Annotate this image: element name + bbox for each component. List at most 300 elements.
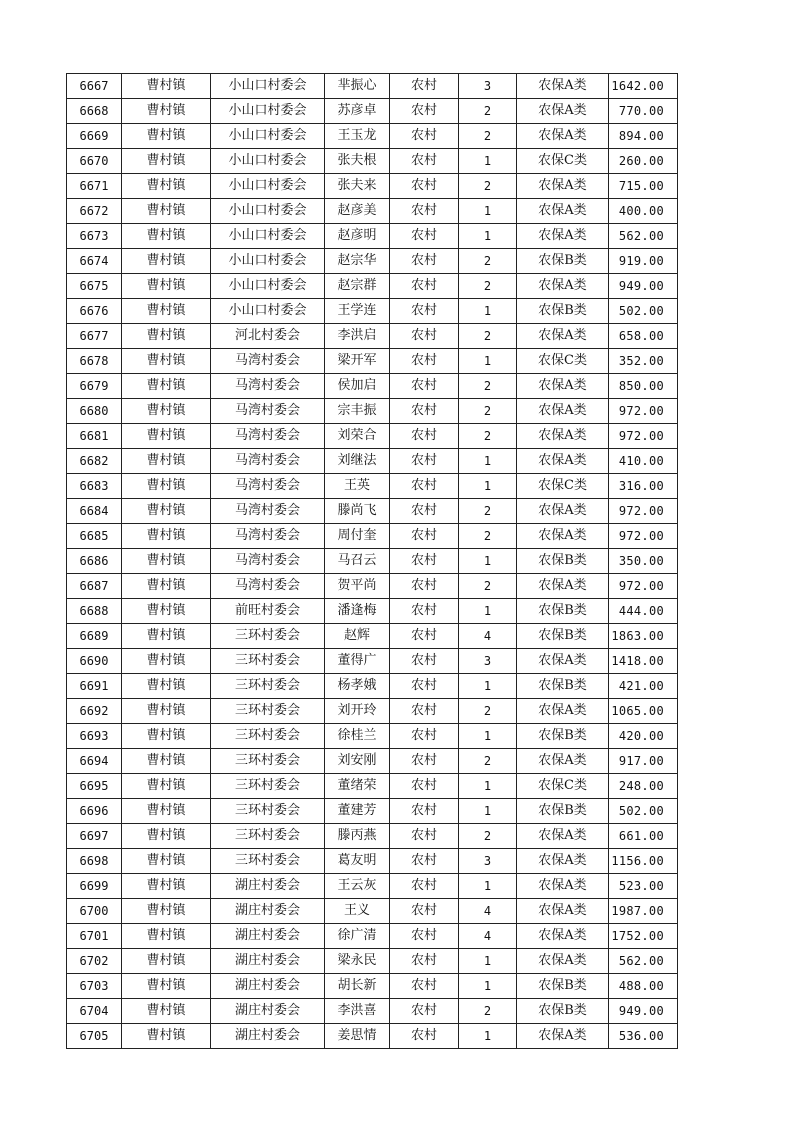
cell-amount: 502.00 — [609, 799, 678, 824]
cell-category: 农保B类 — [517, 674, 609, 699]
cell-category: 农保A类 — [517, 824, 609, 849]
cell-town: 曹村镇 — [122, 99, 211, 124]
cell-village: 小山口村委会 — [211, 99, 325, 124]
cell-id: 6668 — [67, 99, 122, 124]
cell-count: 1 — [459, 774, 517, 799]
table-row — [67, 99, 678, 124]
table-row — [67, 824, 678, 849]
cell-count: 1 — [459, 149, 517, 174]
cell-id: 6670 — [67, 149, 122, 174]
table-row — [67, 249, 678, 274]
cell-amount: 350.00 — [609, 549, 678, 574]
cell-village: 湖庄村委会 — [211, 924, 325, 949]
cell-town: 曹村镇 — [122, 149, 211, 174]
cell-id: 6682 — [67, 449, 122, 474]
cell-area: 农村 — [390, 674, 459, 699]
table-row — [67, 424, 678, 449]
cell-village: 三环村委会 — [211, 774, 325, 799]
cell-category: 农保B类 — [517, 799, 609, 824]
cell-id: 6684 — [67, 499, 122, 524]
cell-town: 曹村镇 — [122, 974, 211, 999]
cell-category: 农保A类 — [517, 849, 609, 874]
cell-id: 6680 — [67, 399, 122, 424]
table-row — [67, 449, 678, 474]
cell-name: 杨孝娥 — [325, 674, 390, 699]
cell-id: 6703 — [67, 974, 122, 999]
cell-amount: 410.00 — [609, 449, 678, 474]
cell-town: 曹村镇 — [122, 349, 211, 374]
cell-name: 刘开玲 — [325, 699, 390, 724]
cell-category: 农保B类 — [517, 974, 609, 999]
cell-name: 王学连 — [325, 299, 390, 324]
cell-amount: 972.00 — [609, 399, 678, 424]
cell-id: 6674 — [67, 249, 122, 274]
cell-id: 6671 — [67, 174, 122, 199]
cell-amount: 1418.00 — [609, 649, 678, 674]
cell-amount: 917.00 — [609, 749, 678, 774]
cell-area: 农村 — [390, 699, 459, 724]
cell-amount: 316.00 — [609, 474, 678, 499]
table-row — [67, 624, 678, 649]
cell-village: 湖庄村委会 — [211, 949, 325, 974]
cell-name: 徐桂兰 — [325, 724, 390, 749]
cell-village: 马湾村委会 — [211, 499, 325, 524]
cell-village: 马湾村委会 — [211, 374, 325, 399]
cell-amount: 420.00 — [609, 724, 678, 749]
cell-town: 曹村镇 — [122, 574, 211, 599]
cell-id: 6699 — [67, 874, 122, 899]
cell-area: 农村 — [390, 249, 459, 274]
cell-area: 农村 — [390, 574, 459, 599]
table-row — [67, 1024, 678, 1049]
cell-town: 曹村镇 — [122, 799, 211, 824]
table-row — [67, 499, 678, 524]
cell-id: 6678 — [67, 349, 122, 374]
cell-town: 曹村镇 — [122, 924, 211, 949]
cell-area: 农村 — [390, 99, 459, 124]
cell-town: 曹村镇 — [122, 999, 211, 1024]
cell-area: 农村 — [390, 349, 459, 374]
cell-town: 曹村镇 — [122, 199, 211, 224]
table-row — [67, 524, 678, 549]
cell-category: 农保A类 — [517, 424, 609, 449]
cell-id: 6673 — [67, 224, 122, 249]
cell-amount: 523.00 — [609, 874, 678, 899]
table-row — [67, 924, 678, 949]
cell-category: 农保A类 — [517, 274, 609, 299]
cell-count: 2 — [459, 399, 517, 424]
cell-town: 曹村镇 — [122, 474, 211, 499]
subsidy-table — [66, 73, 678, 1049]
cell-id: 6676 — [67, 299, 122, 324]
cell-name: 滕尚飞 — [325, 499, 390, 524]
cell-name: 姜思情 — [325, 1024, 390, 1049]
cell-count: 1 — [459, 299, 517, 324]
cell-count: 1 — [459, 349, 517, 374]
table-row — [67, 324, 678, 349]
table-row — [67, 949, 678, 974]
cell-town: 曹村镇 — [122, 774, 211, 799]
table-row — [67, 849, 678, 874]
cell-village: 前旺村委会 — [211, 599, 325, 624]
table-row — [67, 199, 678, 224]
cell-id: 6701 — [67, 924, 122, 949]
cell-count: 2 — [459, 374, 517, 399]
cell-village: 小山口村委会 — [211, 274, 325, 299]
cell-village: 三环村委会 — [211, 624, 325, 649]
cell-amount: 658.00 — [609, 324, 678, 349]
cell-town: 曹村镇 — [122, 699, 211, 724]
cell-town: 曹村镇 — [122, 674, 211, 699]
cell-count: 2 — [459, 999, 517, 1024]
cell-amount: 972.00 — [609, 524, 678, 549]
cell-name: 董绪荣 — [325, 774, 390, 799]
cell-name: 李洪启 — [325, 324, 390, 349]
cell-name: 徐广清 — [325, 924, 390, 949]
cell-name: 王英 — [325, 474, 390, 499]
cell-count: 2 — [459, 174, 517, 199]
cell-id: 6704 — [67, 999, 122, 1024]
cell-town: 曹村镇 — [122, 949, 211, 974]
table-row — [67, 974, 678, 999]
cell-count: 2 — [459, 249, 517, 274]
cell-category: 农保A类 — [517, 449, 609, 474]
cell-category: 农保A类 — [517, 99, 609, 124]
cell-id: 6695 — [67, 774, 122, 799]
cell-amount: 444.00 — [609, 599, 678, 624]
cell-count: 2 — [459, 574, 517, 599]
cell-count: 2 — [459, 824, 517, 849]
cell-name: 梁开军 — [325, 349, 390, 374]
cell-name: 王玉龙 — [325, 124, 390, 149]
cell-id: 6686 — [67, 549, 122, 574]
cell-village: 小山口村委会 — [211, 249, 325, 274]
cell-area: 农村 — [390, 374, 459, 399]
cell-village: 马湾村委会 — [211, 449, 325, 474]
cell-name: 滕丙燕 — [325, 824, 390, 849]
cell-category: 农保B类 — [517, 599, 609, 624]
cell-area: 农村 — [390, 224, 459, 249]
table-row — [67, 474, 678, 499]
cell-category: 农保A类 — [517, 699, 609, 724]
cell-name: 赵彦明 — [325, 224, 390, 249]
cell-category: 农保A类 — [517, 74, 609, 99]
cell-area: 农村 — [390, 274, 459, 299]
cell-village: 三环村委会 — [211, 674, 325, 699]
cell-village: 湖庄村委会 — [211, 1024, 325, 1049]
cell-town: 曹村镇 — [122, 299, 211, 324]
cell-amount: 949.00 — [609, 999, 678, 1024]
cell-name: 刘荣合 — [325, 424, 390, 449]
cell-category: 农保A类 — [517, 324, 609, 349]
cell-id: 6698 — [67, 849, 122, 874]
table-row — [67, 799, 678, 824]
cell-id: 6702 — [67, 949, 122, 974]
cell-amount: 661.00 — [609, 824, 678, 849]
cell-count: 1 — [459, 1024, 517, 1049]
cell-area: 农村 — [390, 399, 459, 424]
cell-category: 农保B类 — [517, 249, 609, 274]
cell-count: 2 — [459, 699, 517, 724]
cell-id: 6685 — [67, 524, 122, 549]
cell-village: 马湾村委会 — [211, 524, 325, 549]
cell-village: 三环村委会 — [211, 749, 325, 774]
cell-town: 曹村镇 — [122, 874, 211, 899]
cell-id: 6677 — [67, 324, 122, 349]
cell-count: 2 — [459, 499, 517, 524]
table-row — [67, 174, 678, 199]
cell-count: 1 — [459, 199, 517, 224]
cell-id: 6669 — [67, 124, 122, 149]
cell-amount: 1863.00 — [609, 624, 678, 649]
cell-town: 曹村镇 — [122, 249, 211, 274]
cell-id: 6690 — [67, 649, 122, 674]
cell-area: 农村 — [390, 324, 459, 349]
cell-id: 6693 — [67, 724, 122, 749]
cell-count: 2 — [459, 274, 517, 299]
cell-category: 农保C类 — [517, 149, 609, 174]
cell-area: 农村 — [390, 949, 459, 974]
cell-village: 三环村委会 — [211, 649, 325, 674]
cell-area: 农村 — [390, 974, 459, 999]
cell-village: 三环村委会 — [211, 824, 325, 849]
cell-village: 三环村委会 — [211, 799, 325, 824]
cell-amount: 1987.00 — [609, 899, 678, 924]
table-row — [67, 999, 678, 1024]
cell-name: 马召云 — [325, 549, 390, 574]
cell-count: 1 — [459, 874, 517, 899]
cell-name: 赵宗华 — [325, 249, 390, 274]
cell-count: 1 — [459, 474, 517, 499]
table-row — [67, 774, 678, 799]
cell-count: 2 — [459, 524, 517, 549]
table-row — [67, 274, 678, 299]
cell-amount: 1642.00 — [609, 74, 678, 99]
cell-village: 马湾村委会 — [211, 399, 325, 424]
cell-id: 6688 — [67, 599, 122, 624]
cell-town: 曹村镇 — [122, 749, 211, 774]
cell-category: 农保B类 — [517, 549, 609, 574]
cell-area: 农村 — [390, 724, 459, 749]
cell-village: 小山口村委会 — [211, 174, 325, 199]
cell-amount: 260.00 — [609, 149, 678, 174]
cell-count: 4 — [459, 899, 517, 924]
cell-village: 小山口村委会 — [211, 224, 325, 249]
cell-category: 农保A类 — [517, 949, 609, 974]
cell-village: 湖庄村委会 — [211, 974, 325, 999]
cell-name: 侯加启 — [325, 374, 390, 399]
cell-area: 农村 — [390, 824, 459, 849]
cell-town: 曹村镇 — [122, 649, 211, 674]
table-row — [67, 674, 678, 699]
cell-area: 农村 — [390, 624, 459, 649]
cell-amount: 421.00 — [609, 674, 678, 699]
cell-area: 农村 — [390, 449, 459, 474]
cell-count: 1 — [459, 724, 517, 749]
cell-village: 湖庄村委会 — [211, 874, 325, 899]
cell-count: 1 — [459, 949, 517, 974]
cell-category: 农保A类 — [517, 174, 609, 199]
cell-name: 张夫来 — [325, 174, 390, 199]
cell-category: 农保A类 — [517, 924, 609, 949]
cell-town: 曹村镇 — [122, 424, 211, 449]
cell-village: 马湾村委会 — [211, 574, 325, 599]
cell-town: 曹村镇 — [122, 499, 211, 524]
table-row — [67, 899, 678, 924]
table-row — [67, 124, 678, 149]
cell-area: 农村 — [390, 999, 459, 1024]
cell-village: 小山口村委会 — [211, 199, 325, 224]
table-row — [67, 349, 678, 374]
cell-village: 小山口村委会 — [211, 149, 325, 174]
cell-area: 农村 — [390, 74, 459, 99]
cell-id: 6675 — [67, 274, 122, 299]
cell-count: 1 — [459, 224, 517, 249]
cell-category: 农保B类 — [517, 999, 609, 1024]
cell-name: 周付奎 — [325, 524, 390, 549]
cell-category: 农保A类 — [517, 874, 609, 899]
cell-category: 农保A类 — [517, 574, 609, 599]
table-row — [67, 649, 678, 674]
cell-town: 曹村镇 — [122, 224, 211, 249]
cell-village: 小山口村委会 — [211, 124, 325, 149]
cell-category: 农保A类 — [517, 374, 609, 399]
cell-category: 农保B类 — [517, 299, 609, 324]
cell-name: 赵辉 — [325, 624, 390, 649]
cell-amount: 972.00 — [609, 499, 678, 524]
cell-amount: 1065.00 — [609, 699, 678, 724]
cell-name: 潘逢梅 — [325, 599, 390, 624]
cell-name: 苏彦卓 — [325, 99, 390, 124]
cell-area: 农村 — [390, 474, 459, 499]
cell-name: 葛友明 — [325, 849, 390, 874]
cell-name: 赵彦美 — [325, 199, 390, 224]
cell-area: 农村 — [390, 849, 459, 874]
cell-amount: 972.00 — [609, 574, 678, 599]
cell-category: 农保A类 — [517, 399, 609, 424]
cell-village: 马湾村委会 — [211, 424, 325, 449]
cell-name: 赵宗群 — [325, 274, 390, 299]
cell-category: 农保B类 — [517, 624, 609, 649]
cell-count: 2 — [459, 424, 517, 449]
cell-id: 6700 — [67, 899, 122, 924]
cell-name: 董建芳 — [325, 799, 390, 824]
table-body — [67, 74, 678, 1049]
cell-count: 2 — [459, 749, 517, 774]
cell-town: 曹村镇 — [122, 724, 211, 749]
cell-town: 曹村镇 — [122, 899, 211, 924]
cell-category: 农保A类 — [517, 524, 609, 549]
cell-town: 曹村镇 — [122, 274, 211, 299]
cell-name: 宗丰振 — [325, 399, 390, 424]
cell-name: 刘安刚 — [325, 749, 390, 774]
cell-category: 农保A类 — [517, 649, 609, 674]
cell-name: 梁永民 — [325, 949, 390, 974]
table-row — [67, 549, 678, 574]
cell-area: 农村 — [390, 649, 459, 674]
cell-id: 6689 — [67, 624, 122, 649]
cell-id: 6683 — [67, 474, 122, 499]
cell-area: 农村 — [390, 774, 459, 799]
cell-name: 贺平尚 — [325, 574, 390, 599]
cell-category: 农保C类 — [517, 349, 609, 374]
cell-count: 1 — [459, 674, 517, 699]
cell-amount: 1156.00 — [609, 849, 678, 874]
cell-name: 王义 — [325, 899, 390, 924]
cell-village: 马湾村委会 — [211, 474, 325, 499]
cell-village: 三环村委会 — [211, 699, 325, 724]
cell-count: 1 — [459, 799, 517, 824]
cell-category: 农保A类 — [517, 1024, 609, 1049]
cell-area: 农村 — [390, 174, 459, 199]
table-row — [67, 299, 678, 324]
cell-category: 农保B类 — [517, 724, 609, 749]
cell-town: 曹村镇 — [122, 849, 211, 874]
cell-area: 农村 — [390, 799, 459, 824]
cell-town: 曹村镇 — [122, 524, 211, 549]
cell-category: 农保A类 — [517, 224, 609, 249]
cell-name: 刘继法 — [325, 449, 390, 474]
table-row — [67, 399, 678, 424]
table-row — [67, 224, 678, 249]
cell-amount: 400.00 — [609, 199, 678, 224]
cell-amount: 502.00 — [609, 299, 678, 324]
cell-id: 6687 — [67, 574, 122, 599]
cell-name: 胡长新 — [325, 974, 390, 999]
cell-town: 曹村镇 — [122, 549, 211, 574]
cell-area: 农村 — [390, 299, 459, 324]
cell-area: 农村 — [390, 874, 459, 899]
cell-category: 农保A类 — [517, 499, 609, 524]
cell-category: 农保A类 — [517, 124, 609, 149]
cell-amount: 352.00 — [609, 349, 678, 374]
cell-category: 农保C类 — [517, 774, 609, 799]
cell-amount: 562.00 — [609, 949, 678, 974]
cell-village: 马湾村委会 — [211, 349, 325, 374]
cell-name: 张夫根 — [325, 149, 390, 174]
cell-count: 1 — [459, 974, 517, 999]
cell-amount: 1752.00 — [609, 924, 678, 949]
cell-count: 2 — [459, 124, 517, 149]
cell-count: 3 — [459, 649, 517, 674]
cell-town: 曹村镇 — [122, 824, 211, 849]
cell-village: 三环村委会 — [211, 849, 325, 874]
table-row — [67, 724, 678, 749]
table-row — [67, 874, 678, 899]
cell-amount: 919.00 — [609, 249, 678, 274]
cell-town: 曹村镇 — [122, 624, 211, 649]
cell-village: 小山口村委会 — [211, 74, 325, 99]
table-row — [67, 574, 678, 599]
cell-id: 6697 — [67, 824, 122, 849]
cell-count: 3 — [459, 74, 517, 99]
cell-count: 1 — [459, 549, 517, 574]
cell-count: 3 — [459, 849, 517, 874]
cell-town: 曹村镇 — [122, 124, 211, 149]
table-row — [67, 149, 678, 174]
cell-town: 曹村镇 — [122, 449, 211, 474]
cell-id: 6696 — [67, 799, 122, 824]
cell-area: 农村 — [390, 549, 459, 574]
cell-amount: 770.00 — [609, 99, 678, 124]
cell-village: 马湾村委会 — [211, 549, 325, 574]
cell-count: 2 — [459, 99, 517, 124]
cell-name: 董得广 — [325, 649, 390, 674]
cell-id: 6681 — [67, 424, 122, 449]
cell-area: 农村 — [390, 424, 459, 449]
cell-id: 6679 — [67, 374, 122, 399]
cell-name: 王云灰 — [325, 874, 390, 899]
